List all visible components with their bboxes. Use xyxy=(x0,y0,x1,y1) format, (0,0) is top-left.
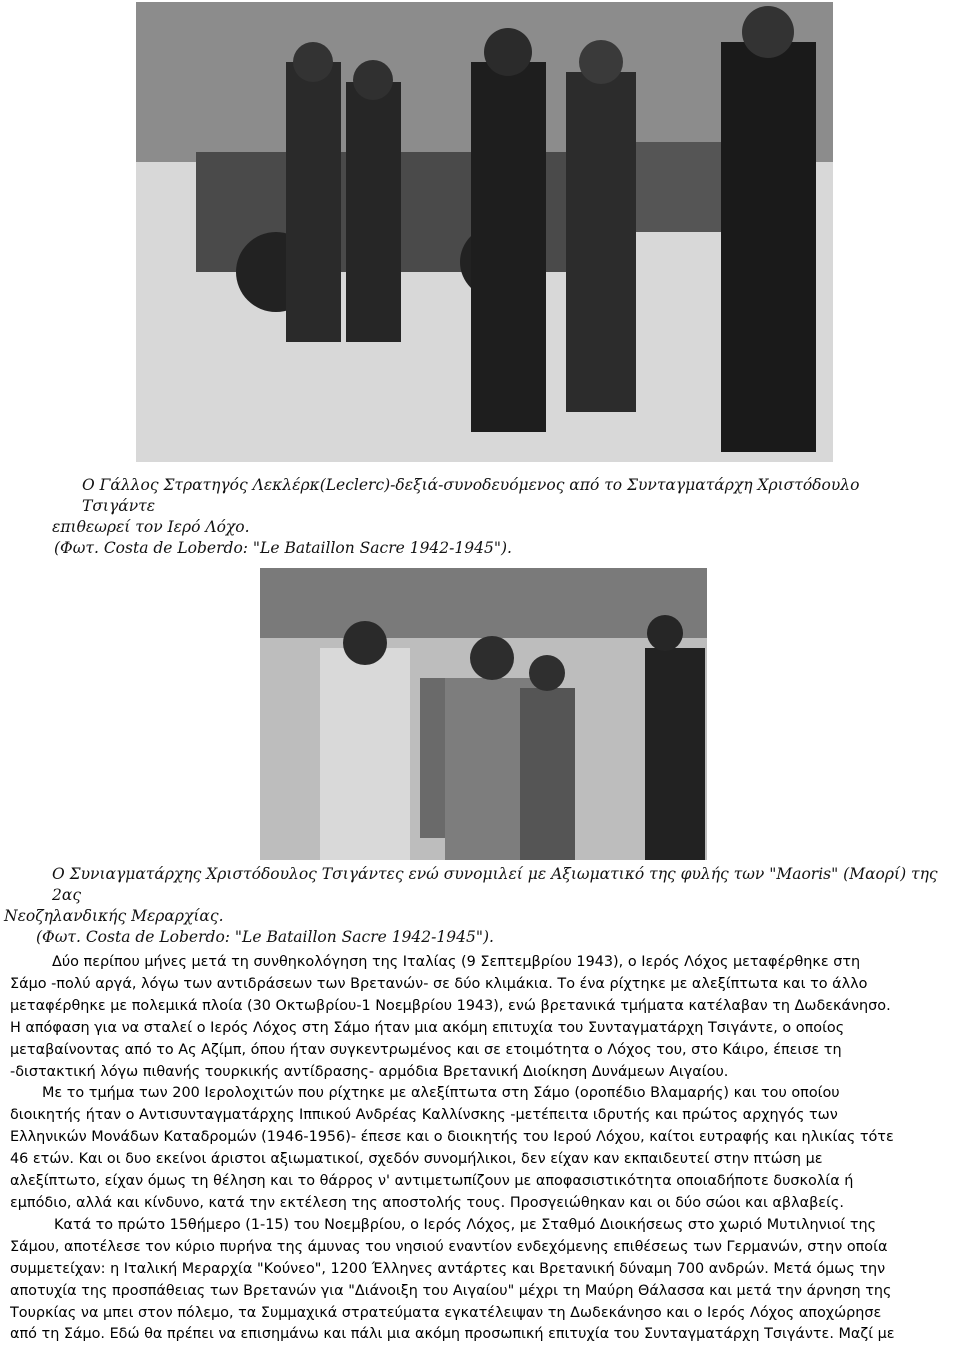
body-line: εμπόδιο, αλλά και κίνδυνο, κατά την εκτέλεση της αποστολής τους. Προσγειώθηκαν και οι δύο σώοι και αβλαβείς. xyxy=(10,1194,844,1211)
photo-maori-officer xyxy=(260,568,707,860)
article-body xyxy=(10,952,954,1346)
body-line: μεταφέρθηκε με πολεμικά πλοία (30 Οκτωβρίου-1 Νοεμβρίου 1943), ενώ βρετανικά τμήματα κατέλαβαν τη Δωδεκάνησο. xyxy=(10,997,891,1014)
body-line: Δύο περίπου μήνες μετά τη συνθηκολόγηση της Ιταλίας (9 Σεπτεμβρίου 1943), ο Ιερός Λόχος μεταφέρθηκε στη xyxy=(52,954,861,970)
caption-line: (Φωτ. Costa de Loberdo: "Le Bataillon Sacre 1942-1945"). xyxy=(36,928,494,946)
body-line: Κατά το πρώτο 15θήμερο (1-15) του Νοεμβρίου, ο Ιερός Λόχος, με Σταθμό Διοικήσεως στο χωριό Μυτιληνιοί της xyxy=(54,1216,877,1233)
photo-2-caption xyxy=(4,864,954,948)
caption-line: Νεοζηλανδικής Μεραρχίας. xyxy=(4,907,224,925)
body-line: -διστακτική λόγω πιθανής τουρκικής αντίδρασης- αρμόδια Βρετανική Διοίκηση Δυνάμεων Αιγαίου. xyxy=(10,1063,729,1080)
caption-line: Ο Γάλλος Στρατηγός Λεκλέρκ(Leclerc)-δεξιά-συνοδευόμενος από το Συνταγματάρχη Χριστόδουλο Τσιγάντε xyxy=(82,476,860,515)
photo-leclerc-inspection-image xyxy=(136,2,833,462)
body-line: από τη Σάμο. Εδώ θα πρέπει να επισημάνω και πάλι μια ακόμη προσωπική επιτυχία του Συνταγματάρχη Τσιγάντε. Μαζί με xyxy=(10,1326,895,1343)
photo-1-caption xyxy=(52,475,932,559)
body-line: διοικητής ήταν ο Αντισυνταγματάρχης Ιππικού Ανδρέας Καλλίνσκης -μετέπειτα ιδρυτής και πρώτος αρχηγός των xyxy=(10,1107,838,1124)
body-line: μεταβαίνοντας από το Ας Αζίμπ, όπου ήταν συγκεντρωμένος και σε ετοιμότητα ο Λόχος του, στο Κάιρο, έπεισε τη xyxy=(10,1041,842,1058)
body-line: αλεξίπτωτο, είχαν όμως τη θέληση και το θάρρος ν' αντιμετωπίζουν με αποφασιστικότητα οποιαδήποτε δυσκολία ή xyxy=(10,1173,854,1190)
body-line: Σάμου, αποτέλεσε τον κύριο πυρήνα της άμυνας του νησιού εναντίον ενδεχόμενης επιθέσεως των Γερμανών, στην οποία xyxy=(10,1238,888,1255)
body-line: Ελληνικών Μονάδων Καταδρομών (1946-1956)- έπεσε και ο διοικητής του Ιερού Λόχου, καίτοι ευτραφής και ηλικίας τότε xyxy=(10,1129,894,1146)
caption-line: επιθεωρεί τον Ιερό Λόχο. xyxy=(52,518,250,536)
body-line: 46 ετών. Και οι δυο εκείνοι άριστοι αξιωματικοί, σχεδόν συνομήλικοι, δεν είχαν καν εκπαιδευτεί στην πτώση με xyxy=(10,1151,823,1168)
body-line: Σάμο -πολύ αργά, λόγω των αντιδράσεων των Βρετανών- σε δύο κλιμάκια. Το ένα ρίχτηκε με αλεξίπτωτα και το άλλο xyxy=(10,975,868,992)
body-line: συμμετείχαν: η Ιταλική Μεραρχία "Κούνεο", 1200 Έλληνες αντάρτες και Βρετανική δύναμη 700 ανδρών. Μετά όμως την xyxy=(10,1260,886,1277)
caption-line: Ο Συνιαγματάρχης Χριστόδουλος Τσιγάντες ενώ συνομιλεί με Αξιωματικό της φυλής των "Maoris" (Μαορί) της 2ας xyxy=(52,865,938,904)
photo-maori-officer-image xyxy=(260,568,707,860)
body-line: αποτυχία της προσπάθειας των Βρετανών για "Διάνοιξη του Αιγαίου" μέχρι τη Μαύρη Θάλασσα και μετά την άρνηση της xyxy=(10,1282,892,1299)
body-line: Με το τμήμα των 200 Ιερολοχιτών που ρίχτηκε με αλεξίπτωτα στη Σάμο (οροπέδιο Βλαμαρής) και του οποίου xyxy=(42,1085,840,1102)
caption-line: (Φωτ. Costa de Loberdo: "Le Bataillon Sacre 1942-1945"). xyxy=(54,539,512,557)
photo-leclerc-inspection xyxy=(136,2,833,462)
body-line: Η απόφαση για να σταλεί ο Ιερός Λόχος στη Σάμο ήταν μια ακόμη επιτυχία του Συνταγματάρχη Τσιγάντε, ο οποίος xyxy=(10,1019,845,1036)
body-line: Τουρκίας να μπει στον πόλεμο, τα Συμμαχικά στρατεύματα εγκατέλειψαν τη Δωδεκάνησο και ο Ιερός Λόχος αποχώρησε xyxy=(10,1304,882,1321)
